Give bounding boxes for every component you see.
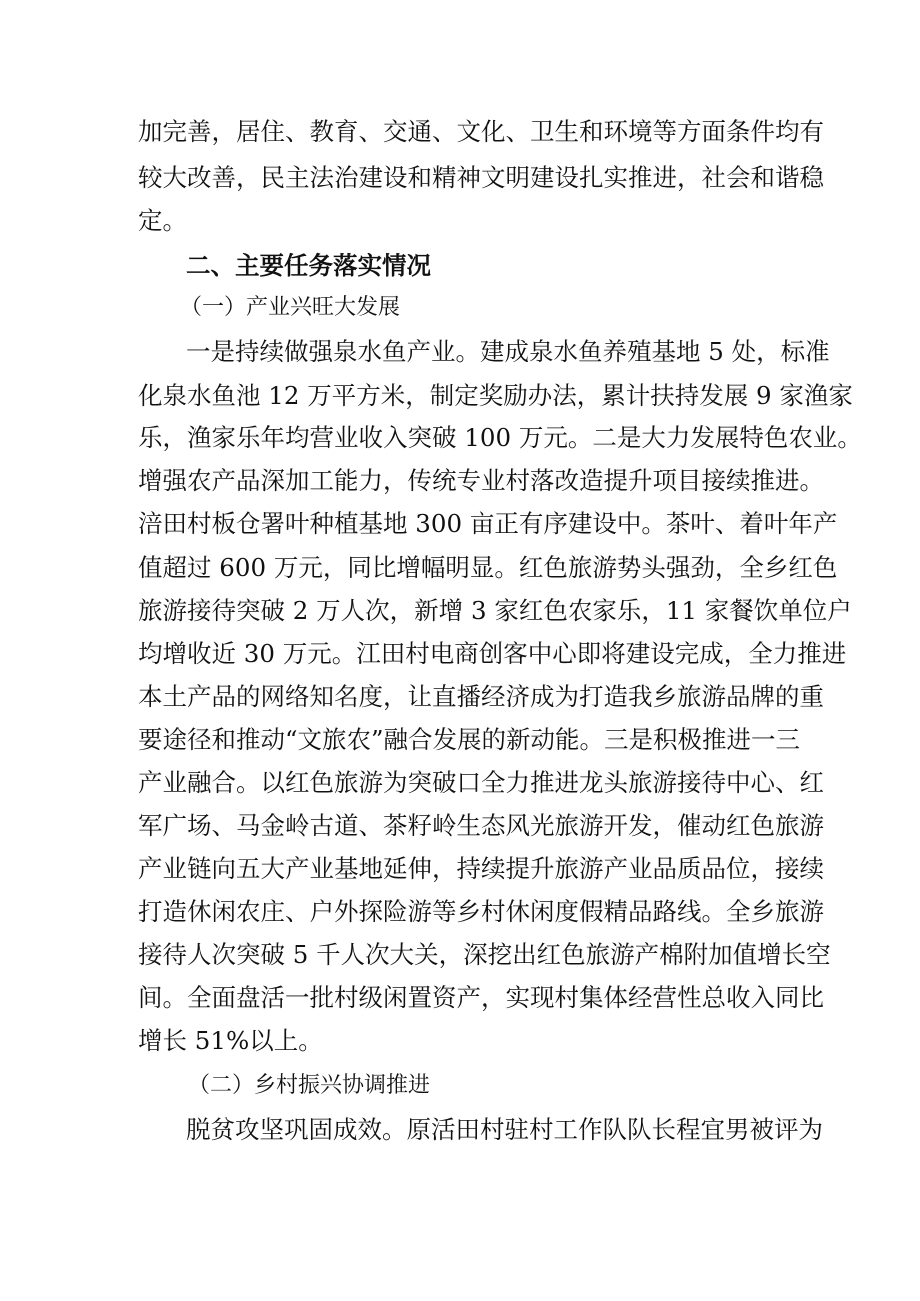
text-line: 旅游接待突破 2 万人次，新增 3 家红色农家乐，11 家餐饮单位户	[138, 596, 852, 625]
text-line: 增长 51%以上。	[138, 1026, 323, 1055]
text-line: 接待人次突破 5 千人次大关，深挖出红色旅游产棉附加值增长空	[138, 940, 831, 969]
section-heading: 二、主要任务落实情况	[186, 251, 431, 280]
text-line: 产业链向五大产业基地延伸，持续提升旅游产业品质品位，接续	[138, 854, 824, 883]
text-line: 均增收近 30 万元。江田村电商创客中心即将建设完成，全力推进	[138, 639, 847, 668]
subsection-heading: （一）产业兴旺大发展	[180, 295, 401, 320]
text-line: 要途径和推动“文旅农”融合发展的新动能。三是积极推进一三	[138, 725, 801, 754]
text-line: 涪田村板仓署叶种植基地 300 亩正有序建设中。茶叶、着叶年产	[138, 509, 838, 538]
text-line: 定。	[138, 206, 187, 235]
text-line: 较大改善，民主法治建设和精神文明建设扎实推进，社会和谐稳	[138, 163, 824, 192]
text-line: 乐，渔家乐年均营业收入突破 100 万元。二是大力发展特色农业。	[138, 423, 862, 452]
text-line: 化泉水鱼池 12 万平方米，制定奖励办法，累计扶持发展 9 家渔家	[138, 381, 853, 410]
text-line: 军广场、马金岭古道、茶籽岭生态风光旅游开发，催动红色旅游	[138, 811, 824, 840]
text-line: 一是持续做强泉水鱼产业。建成泉水鱼养殖基地 5 处，标准	[186, 337, 830, 366]
text-line: 产业融合。以红色旅游为突破口全力推进龙头旅游接待中心、红	[138, 768, 824, 797]
text-line: 脱贫攻坚巩固成效。原活田村驻村工作队队长程宜男被评为	[186, 1115, 823, 1144]
text-line: 加完善，居住、教育、交通、文化、卫生和环境等方面条件均有	[138, 117, 824, 146]
subsection-heading: （二）乡村振兴协调推进	[188, 1073, 431, 1098]
text-line: 增强农产品深加工能力，传统专业村落改造提升项目接续推进。	[138, 466, 824, 495]
text-line: 间。全面盘活一批村级闲置资产，实现村集体经营性总收入同比	[138, 983, 824, 1012]
text-line: 值超过 600 万元，同比增幅明显。红色旅游势头强劲，全乡红色	[138, 553, 838, 582]
text-line: 打造休闲农庄、户外探险游等乡村休闲度假精品路线。全乡旅游	[138, 897, 824, 926]
text-line: 本土产品的网络知名度，让直播经济成为打造我乡旅游品牌的重	[138, 682, 824, 711]
